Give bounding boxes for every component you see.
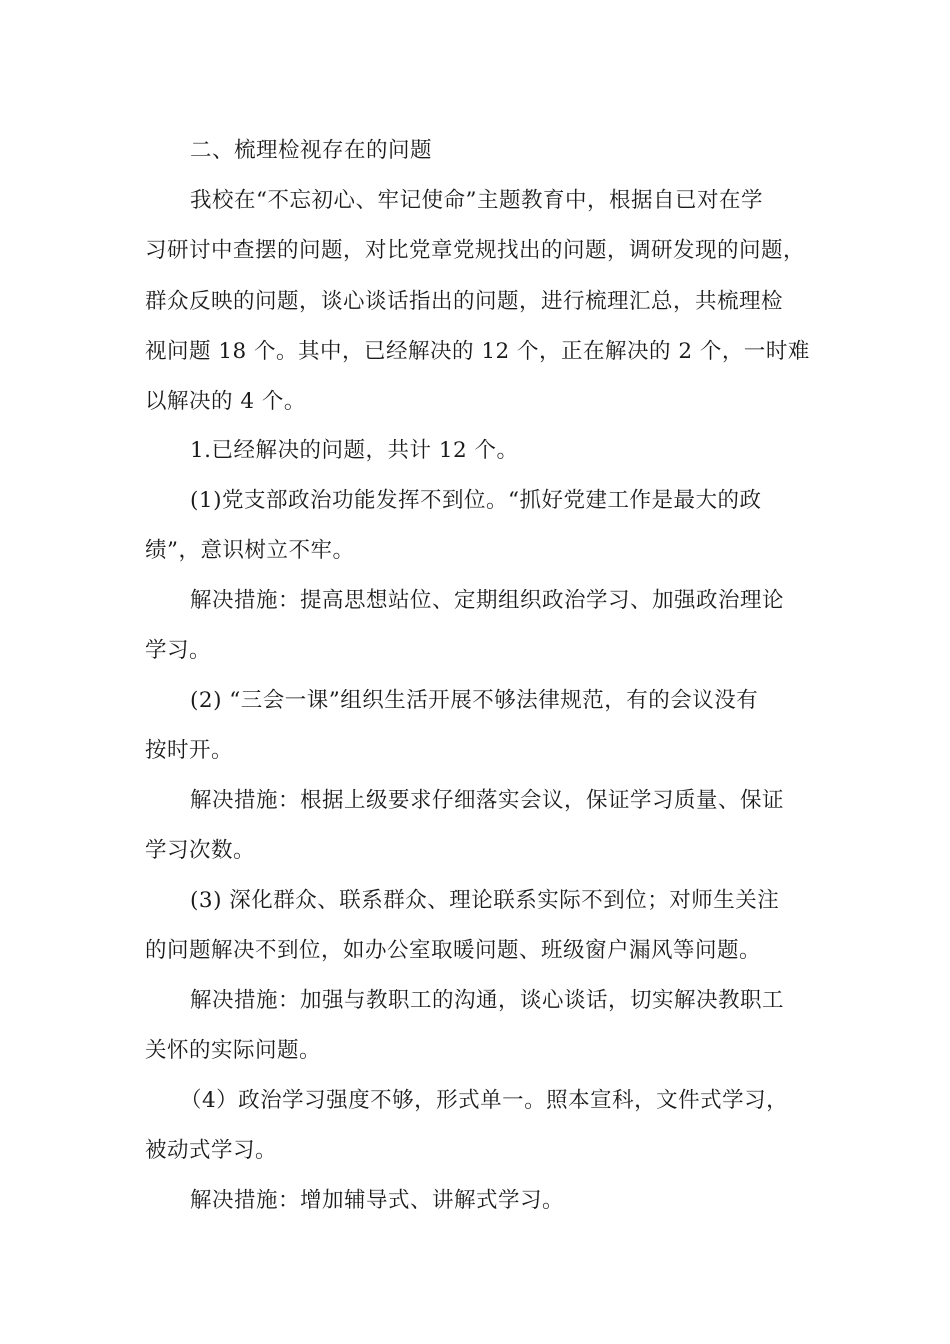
- item-line: 绩”，意识树立不牢。: [145, 538, 355, 563]
- solution-line: 解决措施：加强与教职工的沟通，谈心谈话，切实解决教职工: [190, 988, 785, 1013]
- solution-line: 解决措施：提高思想站位、定期组织政治学习、加强政治理论: [190, 588, 785, 613]
- paragraph-line: 习研讨中查摆的问题，对比党章党规找出的问题，调研发现的问题，: [145, 238, 806, 263]
- paragraph-line: 群众反映的问题，谈心谈话指出的问题，进行梳理汇总，共梳理检: [145, 289, 784, 314]
- item-line: 被动式学习。: [145, 1138, 278, 1163]
- item-line: (3) 深化群众、联系群众、理论联系实际不到位；对师生关注: [190, 888, 780, 913]
- solution-line: 学习次数。: [145, 838, 256, 863]
- section-heading: 二、梳理检视存在的问题: [190, 138, 433, 163]
- subsection-heading: 1.已经解决的问题，共计 12 个。: [190, 438, 519, 463]
- solution-line: 学习。: [145, 638, 212, 663]
- solution-line: 解决措施：根据上级要求仔细落实会议，保证学习质量、保证: [190, 788, 785, 813]
- paragraph-line: 我校在“不忘初心、牢记使命”主题教育中，根据自已对在学: [190, 188, 763, 213]
- item-line: (2) “三会一课”组织生活开展不够法律规范，有的会议没有: [190, 688, 759, 713]
- item-line: 按时开。: [145, 738, 234, 763]
- item-line: （4）政治学习强度不够，形式单一。照本宣科，文件式学习，: [180, 1088, 789, 1113]
- item-line: 的问题解决不到位，如办公室取暖问题、班级窗户漏风等问题。: [145, 938, 762, 963]
- solution-line: 解决措施：增加辅导式、讲解式学习。: [190, 1188, 565, 1213]
- paragraph-line: 以解决的 4 个。: [145, 389, 306, 414]
- paragraph-line: 视问题 18 个。其中，已经解决的 12 个，正在解决的 2 个，一时难: [145, 339, 810, 364]
- item-line: (1)党支部政治功能发挥不到位。“抓好党建工作是最大的政: [190, 488, 762, 513]
- solution-line: 关怀的实际问题。: [145, 1038, 322, 1063]
